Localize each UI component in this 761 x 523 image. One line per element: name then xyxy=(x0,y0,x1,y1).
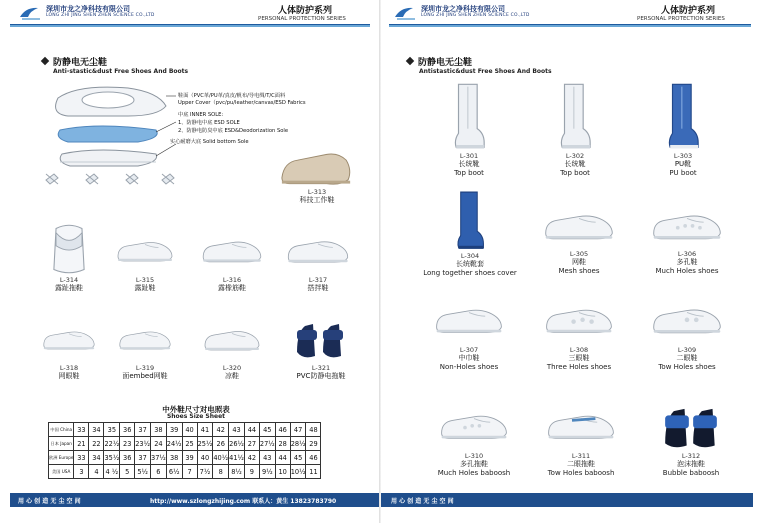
size-cell: 27 xyxy=(244,437,259,451)
size-cell: 24 xyxy=(151,437,167,451)
footer-contact: http://www.szlongzhijing.com 联系人：黄生 13823783790 xyxy=(150,498,337,505)
size-cell: 33 xyxy=(74,423,89,437)
product-name-cn: 二眼拖鞋 xyxy=(567,460,595,468)
size-cell: 22 xyxy=(89,437,104,451)
pvc-slipper-image xyxy=(293,312,349,364)
product-card xyxy=(278,312,364,381)
product-card xyxy=(278,222,358,293)
size-cell: 23½ xyxy=(135,437,151,451)
product-name-en: Non-Holes shoes xyxy=(439,363,499,371)
series-title: 人体防护系列 xyxy=(661,6,716,16)
size-table-subtitle: Shoes Size Sheet xyxy=(166,413,226,420)
size-cell: 43 xyxy=(229,423,245,437)
company-name: 深圳市龙之净科技有限公司 xyxy=(421,5,505,13)
product-name-en: Top boot xyxy=(560,169,590,177)
product-name-en: Long together shoes cover xyxy=(423,269,517,277)
size-cell: 33 xyxy=(74,451,89,465)
size-table-row xyxy=(49,451,321,465)
strap-shoe-image xyxy=(285,222,351,276)
product-card xyxy=(419,290,519,372)
product-card xyxy=(425,82,513,178)
much-holes-shoe-image xyxy=(650,198,724,250)
section-subtitle: Anti-stastic&dust Free Shoes And Boots xyxy=(53,68,189,75)
product-name-cn: 长统靴套 xyxy=(456,260,484,268)
two-holes-shoe-image xyxy=(650,290,724,346)
product-code: L-315 xyxy=(135,276,155,284)
size-cell: 44 xyxy=(244,423,259,437)
elastic-shoe-image xyxy=(200,222,264,276)
size-cell: 45 xyxy=(259,423,275,437)
top-boot-image xyxy=(554,82,596,152)
product-code: L-306 xyxy=(677,250,697,258)
size-cell: 6½ xyxy=(166,465,182,479)
size-cell: 40½ xyxy=(213,451,229,465)
bubble-baboosh-image xyxy=(660,396,722,452)
size-cell: 43 xyxy=(259,451,275,465)
size-cell: 22½ xyxy=(104,437,120,451)
size-cell: 11 xyxy=(306,465,321,479)
product-card xyxy=(32,312,106,381)
product-code: L-303 xyxy=(673,152,693,160)
inner-sole-item: 1、防静电中底 ESD SOLE xyxy=(178,120,240,126)
size-cell: 28 xyxy=(275,437,290,451)
size-cell: 48 xyxy=(306,423,321,437)
size-cell: 28½ xyxy=(290,437,306,451)
product-code: L-317 xyxy=(308,276,328,284)
product-card xyxy=(419,396,529,478)
bullet-diamond-icon xyxy=(406,57,414,65)
bottom-sole-label: 实心耐磨大底 Solid bottom Sole xyxy=(170,139,249,145)
product-name-cn: 露趾拖鞋 xyxy=(55,284,83,292)
size-row-label: 日本 Japan xyxy=(49,437,74,451)
size-cell: 35½ xyxy=(104,451,120,465)
right-page xyxy=(381,0,761,523)
size-cell: 8½ xyxy=(229,465,245,479)
product-code: L-310 xyxy=(464,452,484,460)
size-cell: 5½ xyxy=(135,465,151,479)
open-toe-shoe-image xyxy=(115,222,175,276)
size-cell: 45 xyxy=(290,451,306,465)
mesh-shoe-image xyxy=(41,312,97,364)
size-cell: 39 xyxy=(182,451,197,465)
inner-sole-item: 2、防静电防臭中底 ESD&Deodorization Sole xyxy=(178,128,289,134)
size-row-label: 美国 USA xyxy=(49,465,74,479)
left-page xyxy=(0,0,380,523)
company-name: 深圳市龙之净科技有限公司 xyxy=(46,5,130,13)
product-name-cn: 网眼鞋 xyxy=(58,372,80,380)
size-cell: 36 xyxy=(120,451,135,465)
product-card xyxy=(192,312,272,381)
product-code: L-316 xyxy=(222,276,242,284)
size-cell: 35 xyxy=(104,423,120,437)
upper-cover-label-en: Upper Cover（pvc/pu/leather/canvas/ESD Fabrics xyxy=(178,100,306,106)
open-toe-slipper-image xyxy=(47,222,91,276)
footer-slogan: 用 心 创 造 无 尘 空 间 xyxy=(18,498,81,505)
mesh-shoe-image xyxy=(542,198,616,250)
product-card xyxy=(531,82,619,178)
product-name-cn: 泡沫拖鞋 xyxy=(677,460,705,468)
size-cell: 3 xyxy=(74,465,89,479)
size-cell: 47 xyxy=(290,423,306,437)
product-card xyxy=(639,82,727,178)
size-cell: 27½ xyxy=(259,437,275,451)
section-title: 防静电无尘鞋 xyxy=(407,55,472,68)
non-holes-shoe-image xyxy=(433,290,505,346)
product-card xyxy=(192,222,272,293)
sandal-image xyxy=(202,312,262,364)
size-cell: 40 xyxy=(197,451,213,465)
size-cell: 25½ xyxy=(197,437,213,451)
company-name-en: LONG ZHI JING SHEN ZHEN SCIENCE CO.,LTD xyxy=(46,13,155,18)
product-name-cn: 面embed网鞋 xyxy=(122,372,168,380)
size-cell: 9½ xyxy=(259,465,275,479)
product-card xyxy=(274,148,360,205)
size-cell: 46 xyxy=(275,423,290,437)
product-name-en: Bubble baboosh xyxy=(662,469,720,477)
product-name-cn: 网鞋 xyxy=(572,258,586,266)
bullet-diamond-icon xyxy=(41,57,49,65)
size-cell: 21 xyxy=(74,437,89,451)
size-cell: 46 xyxy=(306,451,321,465)
size-row-label: 中国 China xyxy=(49,423,74,437)
size-cell: 10 xyxy=(275,465,290,479)
pu-boot-image xyxy=(660,82,706,152)
product-name-cn: 科技工作鞋 xyxy=(299,196,335,204)
inner-sole-title: 中底 INNER SOLE: xyxy=(178,112,224,118)
size-cell: 36 xyxy=(120,423,135,437)
product-code: L-307 xyxy=(459,346,479,354)
size-cell: 37 xyxy=(135,451,151,465)
product-card xyxy=(643,396,739,478)
size-cell: 26 xyxy=(213,437,229,451)
product-name-cn: PU靴 xyxy=(674,160,692,168)
product-code: L-314 xyxy=(59,276,79,284)
product-code: L-308 xyxy=(569,346,589,354)
series-title: 人体防护系列 xyxy=(278,6,333,16)
size-cell: 4 ½ xyxy=(104,465,120,479)
size-row-label: 欧洲 Europe xyxy=(49,451,74,465)
product-name-en: Three Holes shoes xyxy=(546,363,612,371)
size-cell: 10½ xyxy=(290,465,306,479)
product-name-en: Tow Holes baboosh xyxy=(547,469,615,477)
top-boot-image xyxy=(448,82,490,152)
product-name-cn: 凉鞋 xyxy=(225,372,239,380)
product-code: L-318 xyxy=(59,364,79,372)
series-title-en: PERSONAL PROTECTION SERIES xyxy=(637,16,725,22)
size-cell: 40 xyxy=(182,423,197,437)
product-name-en: Tow Holes shoes xyxy=(658,363,716,371)
size-cell: 41½ xyxy=(229,451,245,465)
size-table xyxy=(48,422,321,479)
size-cell: 29 xyxy=(306,437,321,451)
product-card xyxy=(108,312,182,381)
size-cell: 8 xyxy=(213,465,229,479)
product-name-en: PU boot xyxy=(669,169,697,177)
size-cell: 4 xyxy=(89,465,104,479)
size-cell: 38 xyxy=(166,451,182,465)
size-cell: 26½ xyxy=(229,437,245,451)
size-table-row xyxy=(49,437,321,451)
product-code: L-311 xyxy=(571,452,591,460)
product-name-cn: 露橡筋鞋 xyxy=(218,284,246,292)
header-band xyxy=(10,25,370,27)
product-name-en: Mesh shoes xyxy=(558,267,600,275)
product-code: L-304 xyxy=(460,252,480,260)
size-cell: 7½ xyxy=(197,465,213,479)
product-code: L-312 xyxy=(681,452,701,460)
section-subtitle: Antistastic&dust Free Shoes And Boots xyxy=(419,68,552,75)
two-holes-baboosh-image xyxy=(545,396,617,452)
size-cell: 37½ xyxy=(151,451,167,465)
three-holes-shoe-image xyxy=(543,290,615,346)
company-logo-icon xyxy=(393,5,417,21)
product-name-cn: 二眼鞋 xyxy=(676,354,698,362)
product-name-cn: 多孔拖鞋 xyxy=(460,460,488,468)
product-code: L-319 xyxy=(135,364,155,372)
product-name-cn: 长统靴 xyxy=(458,160,480,168)
size-cell: 44 xyxy=(275,451,290,465)
product-name-cn: 中巾鞋 xyxy=(458,354,480,362)
size-cell: 37 xyxy=(135,423,151,437)
product-card xyxy=(635,290,739,372)
size-cell: 34 xyxy=(89,423,104,437)
size-table-row xyxy=(49,423,321,437)
product-card xyxy=(529,198,629,276)
product-card xyxy=(108,222,182,293)
size-cell: 34 xyxy=(89,451,104,465)
size-cell: 9 xyxy=(244,465,259,479)
product-name-en: Much Holes baboosh xyxy=(437,469,511,477)
shoe-structure-diagram xyxy=(38,76,178,194)
size-cell: 24½ xyxy=(166,437,182,451)
product-code: L-302 xyxy=(565,152,585,160)
product-card xyxy=(411,190,529,278)
company-logo-icon xyxy=(18,5,42,21)
product-name-en: Much Holes shoes xyxy=(655,267,719,275)
mesh-top-shoe-image xyxy=(117,312,173,364)
product-code: L-321 xyxy=(311,364,331,372)
product-code: L-305 xyxy=(569,250,589,258)
product-card xyxy=(635,198,739,276)
size-cell: 5 xyxy=(120,465,135,479)
product-code: L-301 xyxy=(459,152,479,160)
product-card xyxy=(531,396,631,478)
size-cell: 38 xyxy=(151,423,167,437)
size-cell: 41 xyxy=(197,423,213,437)
size-table-row xyxy=(49,465,321,479)
product-card xyxy=(32,222,106,293)
section-title: 防静电无尘鞋 xyxy=(42,55,107,68)
product-name-cn: 三眼鞋 xyxy=(568,354,590,362)
product-name-cn: 露趾鞋 xyxy=(134,284,156,292)
size-cell: 42 xyxy=(213,423,229,437)
product-name-cn: 搭拌鞋 xyxy=(307,284,329,292)
product-name-cn: 长统靴 xyxy=(564,160,586,168)
series-title-en: PERSONAL PROTECTION SERIES xyxy=(258,16,346,22)
work-shoe-image xyxy=(278,148,356,188)
product-name-en: Top boot xyxy=(454,169,484,177)
product-code: L-309 xyxy=(677,346,697,354)
header-band xyxy=(389,25,751,27)
size-cell: 23 xyxy=(120,437,135,451)
size-cell: 25 xyxy=(182,437,197,451)
product-card xyxy=(529,290,629,372)
size-cell: 6 xyxy=(151,465,167,479)
size-cell: 7 xyxy=(182,465,197,479)
company-name-en: LONG ZHI JING SHEN ZHEN SCIENCE CO.,LTD xyxy=(421,13,530,18)
footer-slogan: 用 心 创 造 无 尘 空 间 xyxy=(391,498,454,505)
boot-cover-image xyxy=(447,190,493,252)
product-code: L-313 xyxy=(307,188,327,196)
size-table-title: 中外鞋尺寸对电照表 xyxy=(162,405,230,414)
product-name-cn: 多孔鞋 xyxy=(676,258,698,266)
product-name-cn: PVC防静电拖鞋 xyxy=(296,372,346,380)
size-cell: 42 xyxy=(244,451,259,465)
product-code: L-320 xyxy=(222,364,242,372)
upper-cover-label: 鞋面（PVC革/PU革/真皮/帆布/导电绸/T/C面料 xyxy=(178,93,286,99)
much-holes-baboosh-image xyxy=(438,396,510,452)
size-cell: 39 xyxy=(166,423,182,437)
